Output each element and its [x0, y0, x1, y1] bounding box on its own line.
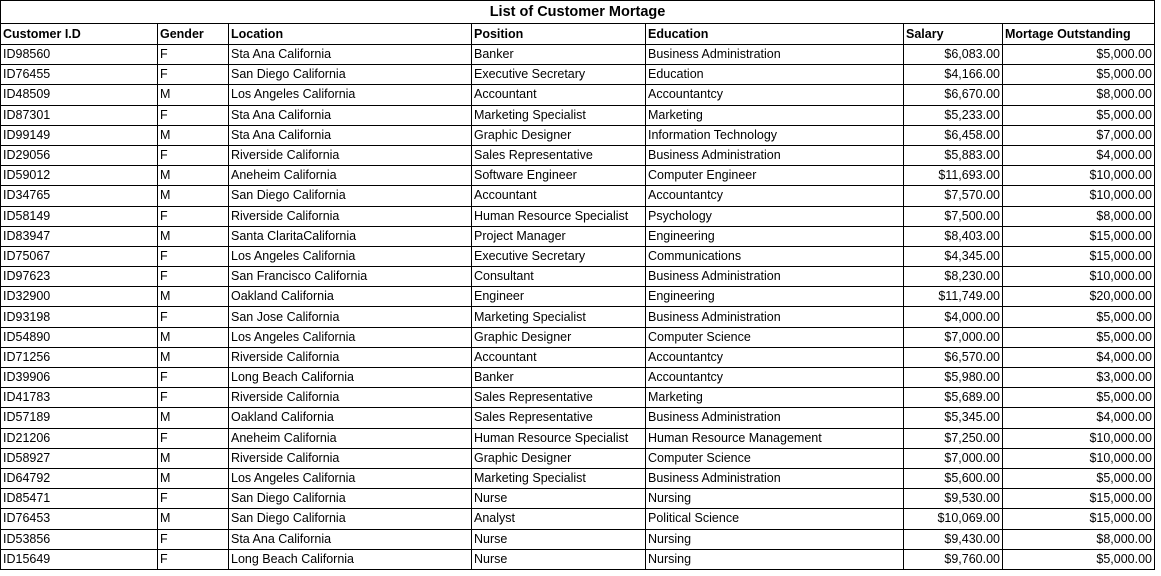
- cell-mortgage-outstanding: $8,000.00: [1003, 206, 1155, 226]
- cell-mortgage-outstanding: $5,000.00: [1003, 105, 1155, 125]
- cell-salary: $5,600.00: [904, 468, 1003, 488]
- cell-mortgage-outstanding: $5,000.00: [1003, 549, 1155, 569]
- cell-location: Santa ClaritaCalifornia: [229, 226, 472, 246]
- table-row: [1, 388, 1155, 408]
- cell-customer-id: ID48509: [1, 85, 158, 105]
- cell-position: Analyst: [472, 509, 646, 529]
- cell-position: Sales Representative: [472, 388, 646, 408]
- cell-gender: M: [158, 226, 229, 246]
- cell-location: San Diego California: [229, 65, 472, 85]
- cell-salary: $8,403.00: [904, 226, 1003, 246]
- cell-position: Marketing Specialist: [472, 468, 646, 488]
- header-mortgage-outstanding: Mortage Outstanding: [1003, 24, 1155, 45]
- cell-position: Project Manager: [472, 226, 646, 246]
- cell-education: Nursing: [646, 489, 904, 509]
- cell-position: Human Resource Specialist: [472, 206, 646, 226]
- cell-gender: F: [158, 246, 229, 266]
- cell-education: Accountantcy: [646, 347, 904, 367]
- cell-salary: $11,749.00: [904, 287, 1003, 307]
- cell-location: Los Angeles California: [229, 85, 472, 105]
- cell-mortgage-outstanding: $15,000.00: [1003, 489, 1155, 509]
- cell-education: Business Administration: [646, 45, 904, 65]
- cell-salary: $9,760.00: [904, 549, 1003, 569]
- cell-location: Oakland California: [229, 408, 472, 428]
- cell-gender: F: [158, 105, 229, 125]
- cell-customer-id: ID32900: [1, 287, 158, 307]
- cell-salary: $5,689.00: [904, 388, 1003, 408]
- cell-salary: $9,530.00: [904, 489, 1003, 509]
- cell-position: Executive Secretary: [472, 65, 646, 85]
- cell-customer-id: ID83947: [1, 226, 158, 246]
- cell-location: Sta Ana California: [229, 529, 472, 549]
- cell-salary: $6,083.00: [904, 45, 1003, 65]
- cell-salary: $5,233.00: [904, 105, 1003, 125]
- cell-gender: M: [158, 186, 229, 206]
- header-customer-id: Customer I.D: [1, 24, 158, 45]
- cell-position: Sales Representative: [472, 408, 646, 428]
- cell-location: Riverside California: [229, 145, 472, 165]
- cell-gender: F: [158, 388, 229, 408]
- cell-education: Nursing: [646, 549, 904, 569]
- cell-education: Accountantcy: [646, 186, 904, 206]
- cell-salary: $5,980.00: [904, 368, 1003, 388]
- cell-mortgage-outstanding: $15,000.00: [1003, 226, 1155, 246]
- table-row: [1, 105, 1155, 125]
- cell-location: Los Angeles California: [229, 246, 472, 266]
- cell-location: Los Angeles California: [229, 468, 472, 488]
- cell-education: Business Administration: [646, 145, 904, 165]
- cell-gender: M: [158, 448, 229, 468]
- cell-mortgage-outstanding: $15,000.00: [1003, 246, 1155, 266]
- table-row: [1, 408, 1155, 428]
- cell-education: Business Administration: [646, 408, 904, 428]
- cell-customer-id: ID15649: [1, 549, 158, 569]
- cell-location: San Diego California: [229, 489, 472, 509]
- cell-customer-id: ID76453: [1, 509, 158, 529]
- cell-customer-id: ID71256: [1, 347, 158, 367]
- table-row: [1, 267, 1155, 287]
- cell-gender: M: [158, 85, 229, 105]
- cell-position: Nurse: [472, 489, 646, 509]
- cell-gender: F: [158, 529, 229, 549]
- cell-salary: $7,000.00: [904, 327, 1003, 347]
- cell-salary: $6,570.00: [904, 347, 1003, 367]
- cell-position: Graphic Designer: [472, 327, 646, 347]
- cell-customer-id: ID58149: [1, 206, 158, 226]
- cell-location: Riverside California: [229, 347, 472, 367]
- cell-education: Human Resource Management: [646, 428, 904, 448]
- cell-position: Marketing Specialist: [472, 105, 646, 125]
- cell-position: Nurse: [472, 549, 646, 569]
- table-row: [1, 287, 1155, 307]
- table-row: [1, 45, 1155, 65]
- cell-customer-id: ID75067: [1, 246, 158, 266]
- cell-customer-id: ID64792: [1, 468, 158, 488]
- cell-education: Business Administration: [646, 267, 904, 287]
- cell-salary: $8,230.00: [904, 267, 1003, 287]
- cell-education: Information Technology: [646, 125, 904, 145]
- cell-gender: F: [158, 145, 229, 165]
- cell-mortgage-outstanding: $4,000.00: [1003, 408, 1155, 428]
- cell-position: Engineer: [472, 287, 646, 307]
- cell-location: San Diego California: [229, 186, 472, 206]
- table-row: [1, 85, 1155, 105]
- cell-location: Sta Ana California: [229, 105, 472, 125]
- table-row: [1, 246, 1155, 266]
- cell-education: Marketing: [646, 388, 904, 408]
- cell-mortgage-outstanding: $4,000.00: [1003, 145, 1155, 165]
- table-row: [1, 125, 1155, 145]
- cell-education: Computer Science: [646, 448, 904, 468]
- table-row: [1, 307, 1155, 327]
- cell-location: Long Beach California: [229, 549, 472, 569]
- cell-gender: F: [158, 206, 229, 226]
- cell-salary: $4,166.00: [904, 65, 1003, 85]
- cell-mortgage-outstanding: $20,000.00: [1003, 287, 1155, 307]
- cell-position: Nurse: [472, 529, 646, 549]
- cell-gender: F: [158, 549, 229, 569]
- cell-position: Banker: [472, 368, 646, 388]
- cell-mortgage-outstanding: $10,000.00: [1003, 186, 1155, 206]
- cell-position: Accountant: [472, 347, 646, 367]
- cell-mortgage-outstanding: $7,000.00: [1003, 125, 1155, 145]
- cell-location: San Diego California: [229, 509, 472, 529]
- header-salary: Salary: [904, 24, 1003, 45]
- cell-mortgage-outstanding: $4,000.00: [1003, 347, 1155, 367]
- cell-education: Accountantcy: [646, 368, 904, 388]
- cell-mortgage-outstanding: $10,000.00: [1003, 267, 1155, 287]
- cell-mortgage-outstanding: $3,000.00: [1003, 368, 1155, 388]
- cell-education: Engineering: [646, 226, 904, 246]
- cell-location: San Francisco California: [229, 267, 472, 287]
- table-row: [1, 529, 1155, 549]
- table-row: [1, 327, 1155, 347]
- cell-mortgage-outstanding: $8,000.00: [1003, 529, 1155, 549]
- cell-gender: M: [158, 125, 229, 145]
- cell-education: Marketing: [646, 105, 904, 125]
- cell-position: Accountant: [472, 186, 646, 206]
- cell-customer-id: ID57189: [1, 408, 158, 428]
- cell-location: Sta Ana California: [229, 45, 472, 65]
- cell-gender: M: [158, 509, 229, 529]
- cell-gender: F: [158, 489, 229, 509]
- cell-gender: F: [158, 428, 229, 448]
- table-row: [1, 226, 1155, 246]
- cell-education: Political Science: [646, 509, 904, 529]
- cell-gender: M: [158, 166, 229, 186]
- cell-education: Engineering: [646, 287, 904, 307]
- cell-position: Banker: [472, 45, 646, 65]
- table-row: [1, 347, 1155, 367]
- cell-salary: $5,883.00: [904, 145, 1003, 165]
- cell-salary: $4,345.00: [904, 246, 1003, 266]
- cell-customer-id: ID58927: [1, 448, 158, 468]
- cell-salary: $4,000.00: [904, 307, 1003, 327]
- cell-gender: F: [158, 368, 229, 388]
- cell-gender: M: [158, 287, 229, 307]
- cell-mortgage-outstanding: $5,000.00: [1003, 327, 1155, 347]
- cell-customer-id: ID54890: [1, 327, 158, 347]
- cell-mortgage-outstanding: $5,000.00: [1003, 468, 1155, 488]
- cell-salary: $6,458.00: [904, 125, 1003, 145]
- cell-customer-id: ID53856: [1, 529, 158, 549]
- cell-customer-id: ID41783: [1, 388, 158, 408]
- cell-salary: $9,430.00: [904, 529, 1003, 549]
- cell-customer-id: ID98560: [1, 45, 158, 65]
- cell-salary: $7,000.00: [904, 448, 1003, 468]
- cell-customer-id: ID34765: [1, 186, 158, 206]
- cell-salary: $5,345.00: [904, 408, 1003, 428]
- cell-position: Graphic Designer: [472, 448, 646, 468]
- cell-position: Graphic Designer: [472, 125, 646, 145]
- table-row: [1, 428, 1155, 448]
- header-education: Education: [646, 24, 904, 45]
- table-row: [1, 509, 1155, 529]
- cell-mortgage-outstanding: $5,000.00: [1003, 65, 1155, 85]
- header-location: Location: [229, 24, 472, 45]
- cell-position: Human Resource Specialist: [472, 428, 646, 448]
- cell-position: Sales Representative: [472, 145, 646, 165]
- cell-education: Computer Science: [646, 327, 904, 347]
- cell-position: Accountant: [472, 85, 646, 105]
- cell-gender: M: [158, 408, 229, 428]
- header-position: Position: [472, 24, 646, 45]
- cell-customer-id: ID29056: [1, 145, 158, 165]
- cell-salary: $7,250.00: [904, 428, 1003, 448]
- table-row: [1, 206, 1155, 226]
- cell-customer-id: ID85471: [1, 489, 158, 509]
- cell-mortgage-outstanding: $10,000.00: [1003, 428, 1155, 448]
- cell-location: Riverside California: [229, 388, 472, 408]
- cell-salary: $11,693.00: [904, 166, 1003, 186]
- cell-customer-id: ID59012: [1, 166, 158, 186]
- cell-location: Aneheim California: [229, 428, 472, 448]
- cell-mortgage-outstanding: $5,000.00: [1003, 388, 1155, 408]
- cell-education: Accountantcy: [646, 85, 904, 105]
- table-row: [1, 549, 1155, 569]
- cell-position: Marketing Specialist: [472, 307, 646, 327]
- cell-gender: F: [158, 45, 229, 65]
- table-title: List of Customer Mortage: [0, 0, 1155, 23]
- cell-location: Oakland California: [229, 287, 472, 307]
- header-row: [1, 24, 1155, 45]
- cell-mortgage-outstanding: $5,000.00: [1003, 45, 1155, 65]
- cell-education: Computer Engineer: [646, 166, 904, 186]
- table-row: [1, 166, 1155, 186]
- cell-customer-id: ID99149: [1, 125, 158, 145]
- cell-mortgage-outstanding: $5,000.00: [1003, 307, 1155, 327]
- cell-mortgage-outstanding: $10,000.00: [1003, 166, 1155, 186]
- cell-salary: $7,500.00: [904, 206, 1003, 226]
- table-body: [1, 45, 1155, 570]
- cell-customer-id: ID39906: [1, 368, 158, 388]
- table-row: [1, 489, 1155, 509]
- cell-customer-id: ID76455: [1, 65, 158, 85]
- cell-education: Education: [646, 65, 904, 85]
- cell-location: Riverside California: [229, 448, 472, 468]
- cell-education: Psychology: [646, 206, 904, 226]
- table-row: [1, 145, 1155, 165]
- cell-customer-id: ID97623: [1, 267, 158, 287]
- table-row: [1, 448, 1155, 468]
- cell-location: San Jose California: [229, 307, 472, 327]
- cell-position: Consultant: [472, 267, 646, 287]
- cell-education: Business Administration: [646, 307, 904, 327]
- cell-customer-id: ID93198: [1, 307, 158, 327]
- table-row: [1, 186, 1155, 206]
- cell-gender: M: [158, 347, 229, 367]
- cell-education: Business Administration: [646, 468, 904, 488]
- cell-location: Los Angeles California: [229, 327, 472, 347]
- table-row: [1, 468, 1155, 488]
- table-row: [1, 368, 1155, 388]
- cell-mortgage-outstanding: $15,000.00: [1003, 509, 1155, 529]
- cell-salary: $10,069.00: [904, 509, 1003, 529]
- cell-education: Nursing: [646, 529, 904, 549]
- cell-location: Long Beach California: [229, 368, 472, 388]
- cell-position: Software Engineer: [472, 166, 646, 186]
- cell-mortgage-outstanding: $10,000.00: [1003, 448, 1155, 468]
- cell-location: Sta Ana California: [229, 125, 472, 145]
- cell-location: Riverside California: [229, 206, 472, 226]
- table-row: [1, 65, 1155, 85]
- cell-gender: F: [158, 267, 229, 287]
- cell-gender: F: [158, 307, 229, 327]
- cell-customer-id: ID21206: [1, 428, 158, 448]
- cell-gender: M: [158, 327, 229, 347]
- cell-gender: F: [158, 65, 229, 85]
- cell-position: Executive Secretary: [472, 246, 646, 266]
- cell-mortgage-outstanding: $8,000.00: [1003, 85, 1155, 105]
- cell-gender: M: [158, 468, 229, 488]
- cell-location: Aneheim California: [229, 166, 472, 186]
- cell-salary: $6,670.00: [904, 85, 1003, 105]
- cell-customer-id: ID87301: [1, 105, 158, 125]
- cell-salary: $7,570.00: [904, 186, 1003, 206]
- cell-education: Communications: [646, 246, 904, 266]
- header-gender: Gender: [158, 24, 229, 45]
